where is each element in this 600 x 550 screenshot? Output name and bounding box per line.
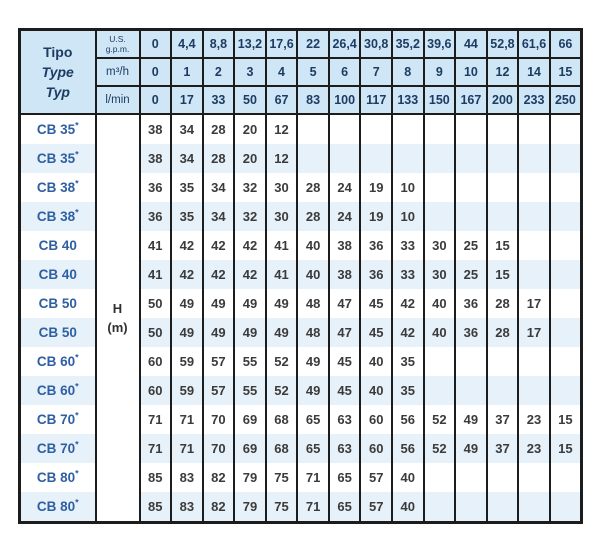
data-cell: 57 [360, 463, 392, 492]
data-cell [297, 144, 329, 173]
data-cell [550, 202, 582, 231]
data-cell [518, 260, 550, 289]
data-cell: 59 [171, 347, 203, 376]
data-cell [360, 144, 392, 173]
data-cell: 32 [234, 173, 266, 202]
data-cell: 48 [297, 318, 329, 347]
axis-label-line: (m) [107, 320, 128, 335]
data-cell: 42 [171, 260, 203, 289]
data-cell [487, 173, 519, 202]
row-label-text: CB 60 [36, 383, 76, 398]
data-cell [329, 114, 361, 144]
header-value-cell: 5 [297, 58, 329, 86]
data-cell: 79 [234, 463, 266, 492]
data-cell: 52 [266, 376, 298, 405]
data-cell: 83 [171, 492, 203, 523]
data-cell: 85 [140, 463, 172, 492]
header-value-cell: 33 [203, 86, 235, 114]
data-cell: 15 [550, 405, 582, 434]
header-value-cell: 67 [266, 86, 298, 114]
data-cell: 28 [203, 144, 235, 173]
row-label-text: CB 35 [36, 122, 76, 137]
data-cell: 57 [203, 376, 235, 405]
data-cell [424, 463, 456, 492]
data-cell: 12 [266, 114, 298, 144]
data-cell: 28 [297, 202, 329, 231]
data-cell: 82 [203, 463, 235, 492]
data-cell: 17 [518, 318, 550, 347]
data-cell: 19 [360, 202, 392, 231]
row-label-text: CB 70 [36, 441, 76, 456]
header-value-cell: 117 [360, 86, 392, 114]
data-cell [360, 114, 392, 144]
header-value-cell: 250 [550, 86, 582, 114]
data-cell: 49 [455, 434, 487, 463]
row-label [20, 318, 96, 347]
data-cell [550, 144, 582, 173]
header-value-cell: 6 [329, 58, 361, 86]
header-value-cell: 100 [329, 86, 361, 114]
data-cell: 36 [140, 173, 172, 202]
axis-label-line: H [112, 300, 123, 316]
data-cell [424, 173, 456, 202]
header-value-cell: 3 [234, 58, 266, 86]
data-cell [518, 202, 550, 231]
header-value-cell: 0 [140, 30, 172, 59]
data-cell: 35 [392, 347, 424, 376]
row-label-star: * [75, 381, 79, 392]
data-cell: 68 [266, 434, 298, 463]
data-cell [455, 376, 487, 405]
data-cell: 85 [140, 492, 172, 523]
data-cell: 10 [392, 202, 424, 231]
row-label-text: CB 50 [38, 296, 77, 311]
data-cell [455, 463, 487, 492]
row-label-star: * [75, 207, 79, 218]
data-cell: 59 [171, 376, 203, 405]
header-value-cell: 39,6 [424, 30, 456, 59]
header-value-cell: 4 [266, 58, 298, 86]
data-cell: 49 [171, 289, 203, 318]
data-cell: 15 [487, 231, 519, 260]
row-label-star: * [75, 352, 79, 363]
header-value-cell: 17 [171, 86, 203, 114]
header-value-cell: 52,8 [487, 30, 519, 59]
data-cell: 40 [392, 463, 424, 492]
row-label-text: CB 40 [38, 238, 77, 253]
data-cell: 79 [234, 492, 266, 523]
data-cell: 45 [329, 347, 361, 376]
header-value-cell: 4,4 [171, 30, 203, 59]
row-label-star: * [75, 410, 79, 421]
data-cell: 40 [392, 492, 424, 523]
row-label-text: CB 70 [36, 412, 76, 427]
data-cell: 49 [171, 318, 203, 347]
header-value-cell: 13,2 [234, 30, 266, 59]
data-cell [550, 173, 582, 202]
header-value-cell: 83 [297, 86, 329, 114]
data-cell: 71 [297, 463, 329, 492]
data-cell: 60 [360, 405, 392, 434]
header-value-cell: 61,6 [518, 30, 550, 59]
data-cell: 65 [297, 405, 329, 434]
data-cell: 69 [234, 405, 266, 434]
data-cell: 55 [234, 347, 266, 376]
row-label-star: * [75, 439, 79, 450]
data-cell [424, 144, 456, 173]
data-cell: 49 [234, 289, 266, 318]
row-label [20, 144, 96, 173]
data-cell: 40 [424, 289, 456, 318]
data-cell: 41 [140, 260, 172, 289]
data-cell: 42 [203, 231, 235, 260]
data-cell: 52 [266, 347, 298, 376]
header-value-cell: 12 [487, 58, 519, 86]
data-cell [550, 114, 582, 144]
header-value-cell: 2 [203, 58, 235, 86]
data-cell: 55 [234, 376, 266, 405]
data-cell: 28 [487, 318, 519, 347]
data-cell: 45 [360, 289, 392, 318]
header-value-cell: 50 [234, 86, 266, 114]
data-cell: 35 [392, 376, 424, 405]
data-cell [487, 114, 519, 144]
data-cell: 30 [266, 202, 298, 231]
data-cell: 75 [266, 463, 298, 492]
data-cell: 49 [297, 376, 329, 405]
data-cell [455, 114, 487, 144]
header-value-cell: 233 [518, 86, 550, 114]
data-cell: 60 [360, 434, 392, 463]
data-cell: 40 [360, 376, 392, 405]
header-value-cell: 30,8 [360, 30, 392, 59]
data-cell: 41 [266, 260, 298, 289]
data-cell: 40 [297, 231, 329, 260]
row-label [20, 289, 96, 318]
data-cell: 15 [550, 434, 582, 463]
header-value-cell: 35,2 [392, 30, 424, 59]
data-cell: 33 [392, 231, 424, 260]
data-cell: 71 [140, 434, 172, 463]
row-label [20, 434, 96, 463]
data-cell: 71 [297, 492, 329, 523]
header-value-cell: 22 [297, 30, 329, 59]
data-cell: 19 [360, 173, 392, 202]
row-label [20, 463, 96, 492]
unit-label: l/min [96, 86, 140, 114]
pump-table-container [18, 28, 583, 524]
data-cell: 60 [140, 347, 172, 376]
data-cell: 34 [203, 173, 235, 202]
data-cell [424, 114, 456, 144]
data-cell: 34 [203, 202, 235, 231]
data-cell: 24 [329, 202, 361, 231]
data-cell: 50 [140, 318, 172, 347]
data-cell: 15 [487, 260, 519, 289]
data-cell [455, 144, 487, 173]
data-cell: 23 [518, 405, 550, 434]
data-cell [487, 376, 519, 405]
header-value-cell: 44 [455, 30, 487, 59]
data-cell: 25 [455, 231, 487, 260]
data-cell: 33 [392, 260, 424, 289]
data-cell: 10 [392, 173, 424, 202]
data-cell: 70 [203, 405, 235, 434]
data-cell [392, 114, 424, 144]
row-label-star: * [75, 468, 79, 479]
row-label [20, 114, 96, 144]
data-cell: 25 [455, 260, 487, 289]
pump-performance-table [18, 28, 583, 524]
corner-line: Tipo [43, 43, 73, 60]
header-value-cell: 1 [171, 58, 203, 86]
data-cell: 48 [297, 289, 329, 318]
data-cell [518, 347, 550, 376]
row-label [20, 260, 96, 289]
table-header [20, 30, 582, 115]
data-cell: 34 [171, 114, 203, 144]
data-cell: 35 [171, 202, 203, 231]
data-cell: 42 [392, 318, 424, 347]
data-cell: 57 [360, 492, 392, 523]
header-value-cell: 8 [392, 58, 424, 86]
data-cell: 36 [360, 260, 392, 289]
data-cell: 71 [171, 434, 203, 463]
data-cell: 49 [297, 347, 329, 376]
data-cell [550, 376, 582, 405]
data-cell: 45 [360, 318, 392, 347]
row-label [20, 405, 96, 434]
data-cell: 30 [424, 231, 456, 260]
data-cell: 65 [297, 434, 329, 463]
header-value-cell: 15 [550, 58, 582, 86]
data-cell: 57 [203, 347, 235, 376]
data-cell: 20 [234, 114, 266, 144]
row-label-text: CB 80 [36, 499, 76, 514]
corner-line: Typ [45, 84, 70, 101]
row-label-text: CB 40 [38, 267, 77, 282]
data-cell: 49 [234, 318, 266, 347]
header-row [20, 30, 582, 59]
data-cell [329, 144, 361, 173]
corner-line: Type [41, 63, 74, 80]
data-cell [424, 492, 456, 523]
header-value-cell: 133 [392, 86, 424, 114]
row-label-text: CB 50 [38, 325, 77, 340]
data-cell [455, 173, 487, 202]
data-cell: 47 [329, 318, 361, 347]
data-cell [518, 492, 550, 523]
data-cell [518, 463, 550, 492]
row-label-star: * [75, 120, 79, 131]
row-label [20, 231, 96, 260]
data-cell: 24 [329, 173, 361, 202]
row-label-text: CB 38 [36, 180, 76, 195]
data-cell: 34 [171, 144, 203, 173]
header-value-cell: 7 [360, 58, 392, 86]
data-cell: 36 [140, 202, 172, 231]
data-cell: 30 [424, 260, 456, 289]
unit-label: m³/h [96, 58, 140, 86]
header-row [20, 86, 582, 114]
data-cell [487, 202, 519, 231]
data-cell: 60 [140, 376, 172, 405]
data-cell: 41 [140, 231, 172, 260]
data-cell: 38 [329, 260, 361, 289]
data-cell: 37 [487, 405, 519, 434]
unit-label: U.S. g.p.m. [96, 30, 140, 59]
data-cell: 49 [455, 405, 487, 434]
data-cell [487, 144, 519, 173]
data-cell: 38 [329, 231, 361, 260]
data-cell: 56 [392, 434, 424, 463]
table-body [20, 114, 582, 523]
data-cell: 45 [329, 376, 361, 405]
row-label-text: CB 80 [36, 470, 76, 485]
row-label-text: CB 38 [36, 209, 76, 224]
data-cell: 71 [140, 405, 172, 434]
data-cell: 20 [234, 144, 266, 173]
data-cell: 75 [266, 492, 298, 523]
data-cell: 71 [171, 405, 203, 434]
data-cell: 63 [329, 405, 361, 434]
data-cell: 49 [203, 289, 235, 318]
data-cell [550, 231, 582, 260]
data-cell [550, 492, 582, 523]
data-cell: 56 [392, 405, 424, 434]
row-label [20, 173, 96, 202]
header-value-cell: 66 [550, 30, 582, 59]
data-cell: 28 [203, 114, 235, 144]
data-cell [487, 492, 519, 523]
data-cell [518, 114, 550, 144]
data-cell [550, 289, 582, 318]
data-cell: 49 [203, 318, 235, 347]
data-cell [424, 376, 456, 405]
data-cell: 82 [203, 492, 235, 523]
data-cell [455, 202, 487, 231]
data-cell: 37 [487, 434, 519, 463]
data-cell: 28 [297, 173, 329, 202]
data-cell: 49 [266, 318, 298, 347]
data-cell: 69 [234, 434, 266, 463]
data-cell: 49 [266, 289, 298, 318]
header-value-cell: 26,4 [329, 30, 361, 59]
header-value-cell: 8,8 [203, 30, 235, 59]
data-cell [518, 173, 550, 202]
data-cell: 36 [455, 289, 487, 318]
row-label [20, 202, 96, 231]
data-cell: 52 [424, 405, 456, 434]
header-value-cell: 150 [424, 86, 456, 114]
data-cell: 23 [518, 434, 550, 463]
header-value-cell: 0 [140, 86, 172, 114]
data-cell: 40 [297, 260, 329, 289]
data-cell: 36 [360, 231, 392, 260]
header-row [20, 58, 582, 86]
data-cell [550, 347, 582, 376]
data-cell [424, 347, 456, 376]
data-cell [550, 463, 582, 492]
data-cell [455, 492, 487, 523]
data-cell: 50 [140, 289, 172, 318]
data-cell [550, 318, 582, 347]
row-label-text: CB 35 [36, 151, 76, 166]
row-label-text: CB 60 [36, 354, 76, 369]
row-label [20, 347, 96, 376]
header-value-cell: 17,6 [266, 30, 298, 59]
data-cell [392, 144, 424, 173]
data-cell: 42 [392, 289, 424, 318]
data-cell: 47 [329, 289, 361, 318]
data-cell: 68 [266, 405, 298, 434]
data-cell: 52 [424, 434, 456, 463]
header-value-cell: 9 [424, 58, 456, 86]
header-value-cell: 10 [455, 58, 487, 86]
corner-cell [20, 30, 96, 115]
data-cell [297, 114, 329, 144]
data-cell [424, 202, 456, 231]
data-cell: 12 [266, 144, 298, 173]
data-cell: 83 [171, 463, 203, 492]
table-row [20, 114, 582, 144]
data-cell: 42 [203, 260, 235, 289]
data-cell: 28 [487, 289, 519, 318]
data-cell: 65 [329, 463, 361, 492]
data-cell: 40 [424, 318, 456, 347]
data-cell: 30 [266, 173, 298, 202]
data-cell [518, 376, 550, 405]
row-label [20, 492, 96, 523]
axis-label [96, 114, 140, 523]
data-cell: 17 [518, 289, 550, 318]
data-cell [518, 231, 550, 260]
data-cell [550, 260, 582, 289]
data-cell: 42 [234, 260, 266, 289]
row-label-star: * [75, 149, 79, 160]
data-cell: 42 [171, 231, 203, 260]
data-cell: 41 [266, 231, 298, 260]
row-label [20, 376, 96, 405]
data-cell: 36 [455, 318, 487, 347]
data-cell: 63 [329, 434, 361, 463]
data-cell: 38 [140, 114, 172, 144]
data-cell [455, 347, 487, 376]
header-value-cell: 200 [487, 86, 519, 114]
header-value-cell: 167 [455, 86, 487, 114]
data-cell [487, 463, 519, 492]
data-cell: 38 [140, 144, 172, 173]
data-cell: 32 [234, 202, 266, 231]
header-value-cell: 0 [140, 58, 172, 86]
data-cell [487, 347, 519, 376]
row-label-star: * [75, 178, 79, 189]
header-value-cell: 14 [518, 58, 550, 86]
row-label-star: * [75, 497, 79, 508]
data-cell: 35 [171, 173, 203, 202]
data-cell: 65 [329, 492, 361, 523]
data-cell [518, 144, 550, 173]
data-cell: 42 [234, 231, 266, 260]
data-cell: 40 [360, 347, 392, 376]
data-cell: 70 [203, 434, 235, 463]
